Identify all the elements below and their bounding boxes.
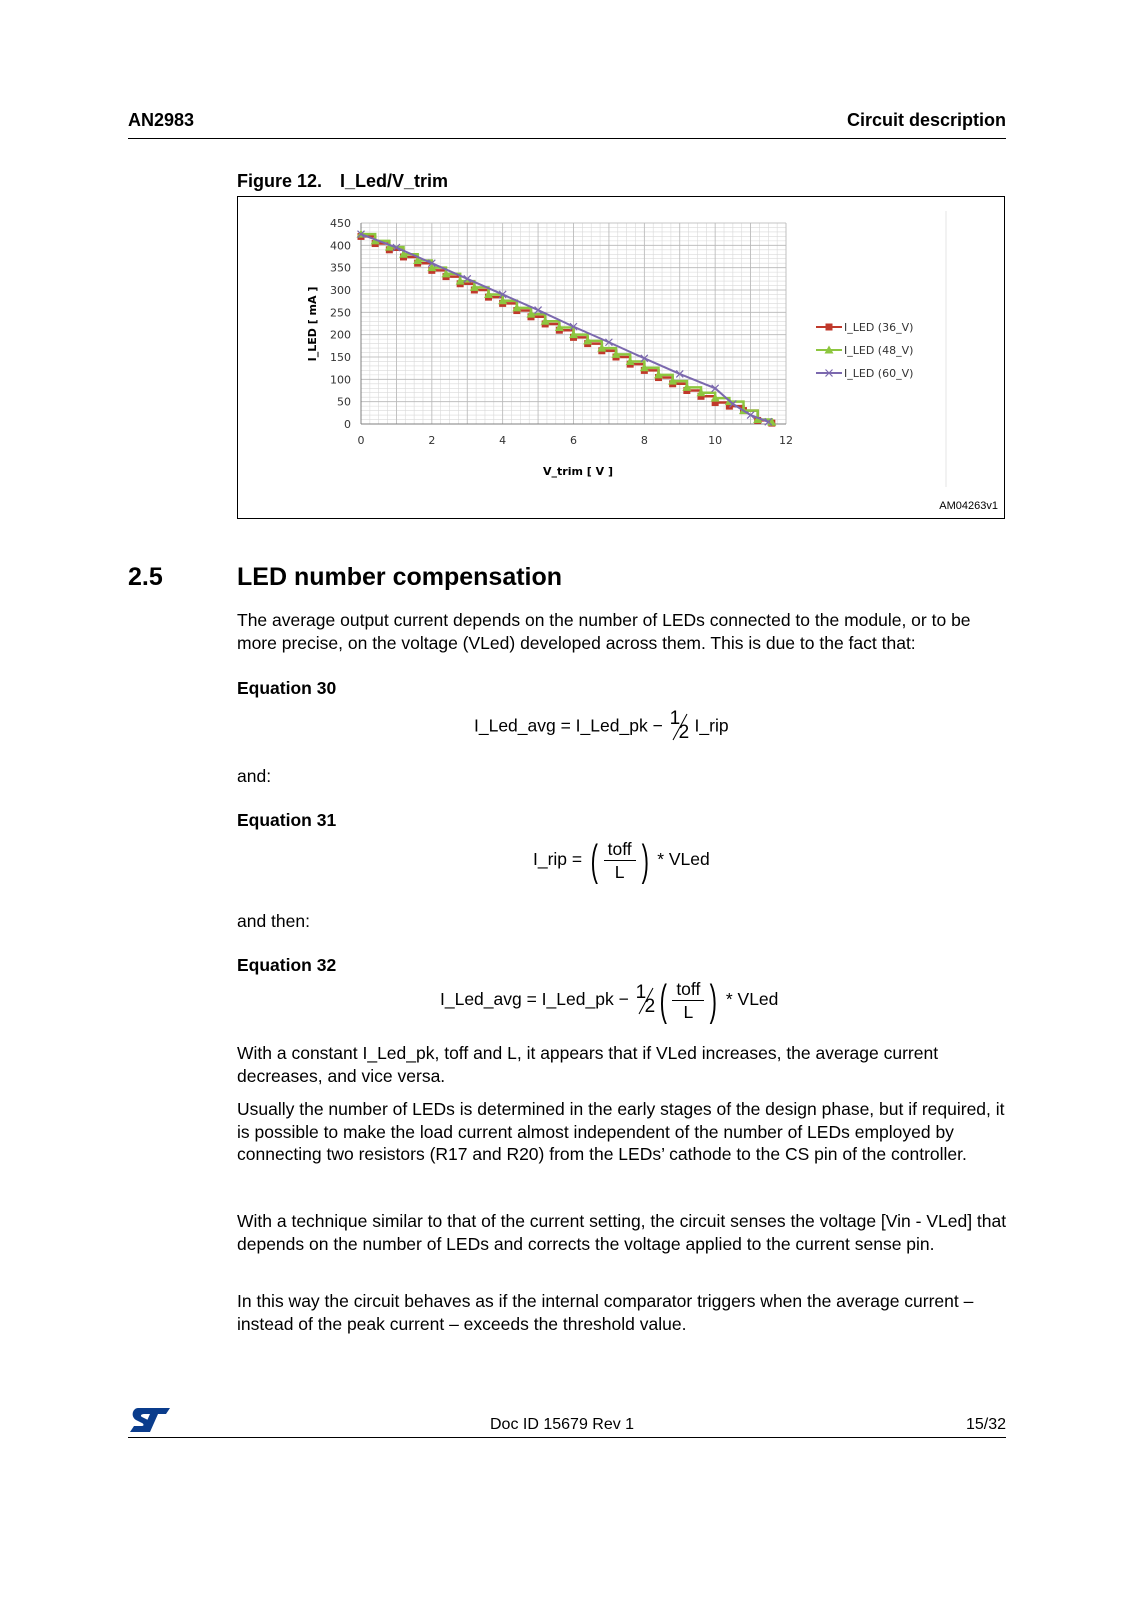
- y-tick-label: 250: [330, 306, 351, 320]
- equation-32-half-den: 2: [644, 995, 656, 1017]
- section-title: LED number compensation: [237, 563, 563, 591]
- x-tick-label: 2: [428, 434, 436, 447]
- footer-rule: [128, 1437, 1006, 1438]
- figure-label: Figure 12.: [237, 171, 323, 191]
- equation-31: I_rip = ( $\frac{\text{toff}}{L}$ ) * VLed: [533, 835, 710, 885]
- footer-page-number: 15/32: [965, 1416, 1006, 1433]
- section-number: 2.5: [128, 563, 163, 591]
- st-logo-icon: [128, 1406, 172, 1434]
- footer-doc-id: Doc ID 15679 Rev 1: [490, 1416, 635, 1433]
- equation-30-rhs: I_rip: [694, 715, 729, 736]
- header-section: Circuit description: [846, 110, 1006, 130]
- equation-32-label: Equation 32: [237, 955, 337, 975]
- y-tick-label: 150: [330, 351, 351, 364]
- equation-32-rhs: * VLed: [725, 989, 779, 1010]
- and-text: and:: [237, 766, 272, 786]
- paragraph-3: With a technique similar to that of the current setting, the circuit senses the voltage [Vin - VLed] that depends on the number of LEDs and corrects the voltage applied to the current sense pin.: [237, 1211, 1007, 1254]
- y-tick-label: 0: [344, 418, 351, 431]
- series-point: [826, 324, 833, 331]
- equation-32-num: toff: [672, 978, 704, 1001]
- y-tick-label: 300: [330, 284, 351, 297]
- equation-30-half: [668, 708, 690, 743]
- equation-30-half-num: 1: [669, 708, 681, 729]
- legend-item-1: [816, 321, 913, 334]
- figure-caption: [237, 171, 448, 192]
- paragraph-4: In this way the circuit behaves as if the internal comparator triggers when the average current – instead of the peak current – exceeds the threshold value.: [237, 1291, 974, 1334]
- legend-item-3: [816, 367, 913, 380]
- figure-code: AM04263v1: [939, 500, 998, 512]
- equation-31-den: L: [614, 862, 625, 882]
- equation-31-fraction: [604, 838, 636, 883]
- equation-32-half: [634, 981, 656, 1017]
- and-then-text: and then:: [237, 911, 310, 931]
- paragraph-2: Usually the number of LEDs is determined in the early stages of the design phase, but if required, it is possible to make the load current almost independent of the number of LEDs employed by connecting two resistors (R17 and R20) from the LEDs’ cathode to the CS pin of the controller.: [237, 1099, 1005, 1164]
- equation-32-den: L: [683, 1002, 694, 1022]
- legend-item-2: [816, 344, 913, 357]
- y-tick-label: 50: [337, 395, 351, 409]
- equation-30-label: Equation 30: [237, 678, 337, 698]
- x-tick-label: 6: [570, 434, 577, 447]
- y-tick-label: 100: [330, 373, 351, 387]
- legend-label: I_LED (36_V): [844, 321, 914, 334]
- paragraph-1: With a constant I_Led_pk, toff and L, it appears that if VLed increases, the average current decreases, and vice versa.: [237, 1043, 939, 1086]
- x-tick-label: 10: [708, 434, 723, 447]
- equation-30: [474, 708, 729, 743]
- line-chart: [238, 197, 1004, 518]
- y-tick-label: 450: [330, 217, 351, 230]
- legend-label: I_LED (60_V): [844, 367, 914, 380]
- equation-32: I_Led_avg = I_Led_pk − 1 2 ( $\frac{\text{toff}}{L}$ ) * VLed: [440, 975, 779, 1025]
- y-tick-label: 350: [330, 261, 351, 275]
- x-axis-label: V_trim [ V ]: [543, 465, 613, 478]
- y-tick-label: 400: [330, 239, 351, 253]
- equation-31-num: toff: [604, 838, 636, 861]
- equation-31-label: Equation 31: [237, 810, 337, 830]
- x-tick-label: 8: [640, 434, 648, 447]
- y-tick-label: 200: [330, 328, 351, 342]
- equation-32-half-num: 1: [635, 981, 647, 1003]
- equation-30-lhs: I_Led_avg = I_Led_pk −: [474, 715, 663, 736]
- chart-legend: [816, 321, 913, 380]
- x-tick-label: 0: [357, 434, 365, 447]
- y-axis-label: I_LED [ mA ]: [306, 286, 319, 362]
- header-doc-code: AN2983: [128, 110, 195, 130]
- equation-30-half-den: 2: [678, 722, 690, 743]
- equation-32-lhs: I_Led_avg = I_Led_pk −: [440, 989, 629, 1010]
- x-tick-label: 4: [499, 434, 507, 447]
- series-line: [361, 236, 772, 423]
- figure-frame: [237, 196, 1005, 519]
- legend-label: I_LED (48_V): [844, 344, 914, 357]
- x-tick-label: 12: [779, 434, 793, 447]
- equation-31-lhs: I_rip =: [533, 849, 583, 870]
- figure-title: I_Led/V_trim: [340, 171, 449, 191]
- equation-32-fraction: [672, 978, 704, 1023]
- header-rule: [128, 138, 1006, 139]
- intro-paragraph: The average output current depends on the number of LEDs connected to the module, or to be more precise, on the voltage (VLed) developed across them. This is due to the fact that:: [237, 610, 971, 653]
- equation-31-rhs: * VLed: [657, 849, 710, 870]
